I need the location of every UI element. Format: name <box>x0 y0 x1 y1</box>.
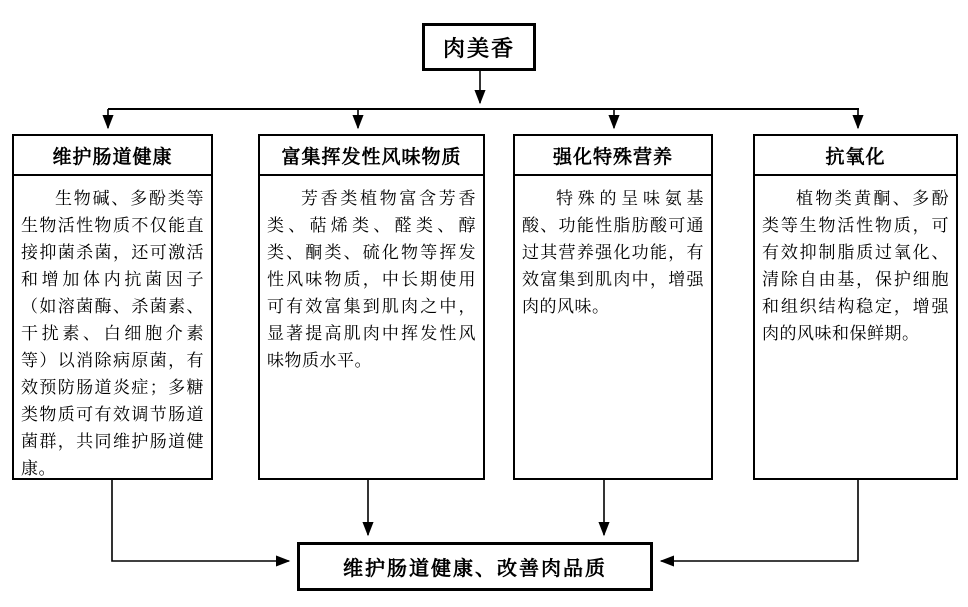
branch-body: 芳香类植物富含芳香类、萜烯类、醛类、醇类、酮类、硫化物等挥发性风味物质，中长期使用可有效富集到肌肉之中，显著提高肌肉中挥发性风味物质水平。 <box>267 189 476 370</box>
branch-node-gut-health <box>12 134 213 480</box>
branch-body: 植物类黄酮、多酚类等生物活性物质，可有效抑制脂质过氧化、清除自由基，保护细胞和组织结构稳定，增强肉的风味和保鲜期。 <box>762 189 949 343</box>
outcome-node: 维护肠道健康、改善肉品质 <box>297 542 653 591</box>
branch-title: 富集挥发性风味物质 <box>260 136 483 176</box>
branch-title: 维护肠道健康 <box>14 136 211 176</box>
branch-node-volatile-flavor <box>258 134 485 480</box>
branch-node-special-nutrition <box>513 134 713 480</box>
branch-title: 抗氧化 <box>755 136 956 176</box>
branch-body: 生物碱、多酚类等生物活性物质不仅能直接抑菌杀菌，还可激活和增加体内抗菌因子（如溶菌酶、杀菌素、干扰素、白细胞介素等）以消除病原菌，有效预防肠道炎症；多糖类物质可有效调节肠道菌群，共同维护肠道健康。 <box>21 189 204 478</box>
branch-title: 强化特殊营养 <box>515 136 711 176</box>
root-node: 肉美香 <box>422 23 536 71</box>
branch-node-antioxidant <box>753 134 958 480</box>
branch-body: 特殊的呈味氨基酸、功能性脂肪酸可通过其营养强化功能，有效富集到肌肉中，增强肉的风味。 <box>522 189 704 316</box>
